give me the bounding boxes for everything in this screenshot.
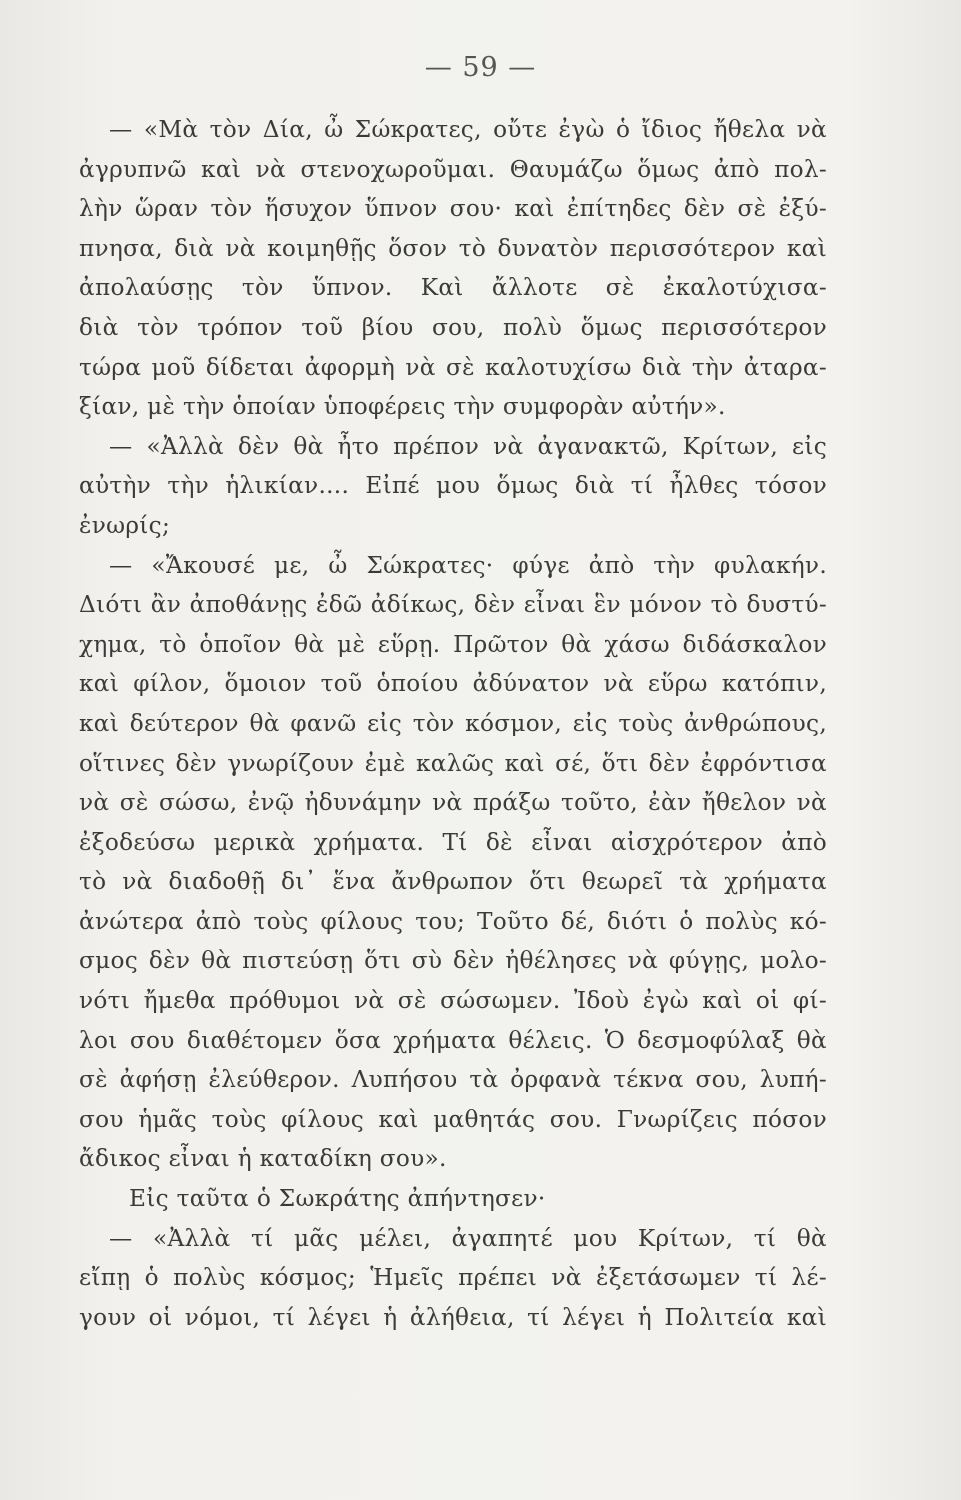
text-line: ἐξοδεύσω μερικὰ χρήματα. Τί δὲ εἶναι αἰσχρότερον ἀπὸ	[79, 828, 827, 856]
text-line: ἐνωρίς;	[79, 511, 171, 539]
body-text	[79, 110, 827, 1337]
text-line: — «Ἄκουσέ με, ὦ Σώκρατες· φύγε ἀπὸ τὴν φυλακήν.	[109, 551, 827, 579]
text-line: πνησα, διὰ νὰ κοιμηθῇς ὅσον τὸ δυνατὸν περισσότερον καὶ	[79, 234, 827, 262]
text-line: εἴπῃ ὁ πολὺς κόσμος; Ἡμεῖς πρέπει νὰ ἐξετάσωμεν τί λέ-	[79, 1264, 827, 1292]
text-line: σμος δὲν θὰ πιστεύσῃ ὅτι σὺ δὲν ἠθέλησες νὰ φύγῃς, μολο-	[79, 947, 827, 975]
text-line: νότι ἤμεθα πρόθυμοι νὰ σὲ σώσωμεν. Ἰδοὺ ἐγὼ καὶ οἱ φί-	[79, 987, 827, 1015]
text-line: Εἰς ταῦτα ὁ Σωκράτης ἀπήντησεν·	[129, 1185, 546, 1213]
text-line: χημα, τὸ ὁποῖον θὰ μὲ εὕρῃ. Πρῶτον θὰ χάσω διδάσκαλον	[79, 630, 827, 658]
text-line: — «Ἀλλὰ τί μᾶς μέλει, ἀγαπητέ μου Κρίτων, τί θὰ	[109, 1224, 827, 1252]
text-line: ἀνώτερα ἀπὸ τοὺς φίλους του; Τοῦτο δέ, διότι ὁ πολὺς κό-	[79, 907, 827, 935]
text-line: ξίαν, μὲ τὴν ὁποίαν ὑποφέρεις τὴν συμφορὰν αὐτήν».	[79, 393, 726, 421]
text-line: — «Μὰ τὸν Δία, ὦ Σώκρατες, οὔτε ἐγὼ ὁ ἴδιος ἤθελα νὰ	[109, 116, 827, 143]
text-line: καὶ φίλον, ὅμοιον τοῦ ὁποίου ἀδύνατον νὰ εὕρω κατόπιν,	[79, 670, 827, 698]
text-line: διὰ τὸν τρόπον τοῦ βίου σου, πολὺ ὅμως περισσότερον	[79, 313, 827, 341]
text-line: οἵτινες δὲν γνωρίζουν ἐμὲ καλῶς καὶ σέ, ὅτι δὲν ἐφρόντισα	[79, 749, 827, 777]
text-line: ἀγρυπνῶ καὶ νὰ στενοχωροῦμαι. Θαυμάζω ὅμως ἀπὸ πολ-	[79, 155, 827, 183]
text-line: καὶ δεύτερον θὰ φανῶ εἰς τὸν κόσμον, εἰς τοὺς ἀνθρώπους,	[79, 709, 827, 737]
text-line: ἀπολαύσῃς τὸν ὕπνον. Καὶ ἄλλοτε σὲ ἐκαλοτύχισα-	[79, 274, 827, 302]
text-line: αὐτὴν τὴν ἡλικίαν.... Εἰπέ μου ὅμως διὰ τί ἦλθες τόσον	[79, 472, 827, 500]
text-line: σὲ ἀφήσῃ ἐλεύθερον. Λυπήσου τὰ ὀρφανὰ τέκνα σου, λυπή-	[79, 1066, 827, 1094]
text-line: τὸ νὰ διαδοθῇ δι᾽ ἕνα ἄνθρωπον ὅτι θεωρεῖ τὰ χρήματα	[79, 868, 827, 896]
text-line: σου ἡμᾶς τοὺς φίλους καὶ μαθητάς σου. Γνωρίζεις πόσον	[79, 1105, 827, 1133]
text-line: Διότι ἂν ἀποθάνῃς ἐδῶ ἀδίκως, δὲν εἶναι ἓν μόνον τὸ δυστύ-	[79, 591, 827, 619]
text-line: λὴν ὥραν τὸν ἥσυχον ὕπνον σου· καὶ ἐπίτηδες δὲν σὲ ἐξύ-	[79, 195, 827, 223]
page-number: — 59 —	[424, 52, 537, 83]
text-line: λοι σου διαθέτομεν ὅσα χρήματα θέλεις. Ὁ δεσμοφύλαξ θὰ	[79, 1026, 827, 1054]
text-line: — «Ἀλλὰ δὲν θὰ ἦτο πρέπον νὰ ἀγανακτῶ, Κρίτων, εἰς	[109, 432, 827, 460]
text-line: τώρα μοῦ δίδεται ἀφορμὴ νὰ σὲ καλοτυχίσω διὰ τὴν ἀταρα-	[79, 353, 827, 381]
text-line: ἄδικος εἶναι ἡ καταδίκη σου».	[79, 1145, 447, 1173]
text-line: νὰ σὲ σώσω, ἐνῷ ἠδυνάμην νὰ πράξω τοῦτο, ἐὰν ἤθελον νὰ	[79, 789, 827, 817]
text-line: γουν οἱ νόμοι, τί λέγει ἡ ἀλήθεια, τί λέγει ἡ Πολιτεία καὶ	[79, 1303, 827, 1331]
